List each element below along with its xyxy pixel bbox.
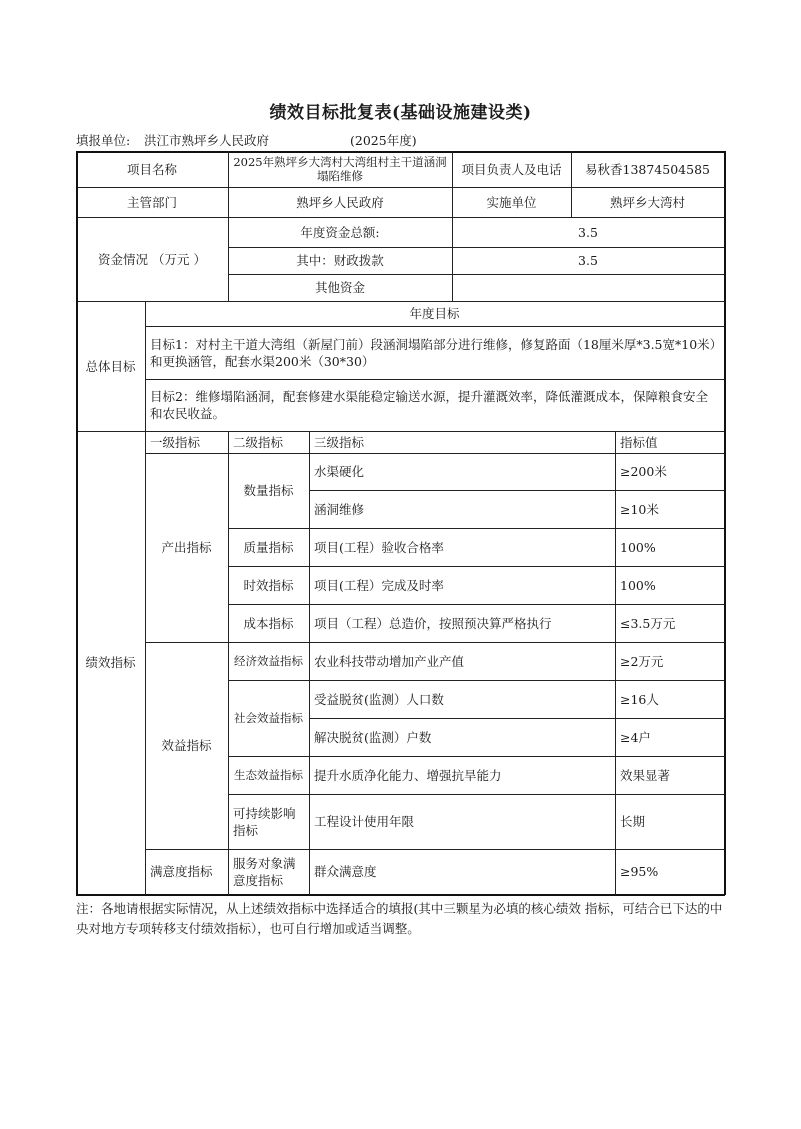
dept-label: 主管部门 <box>126 194 177 210</box>
satisfaction-indicator-label: 满意度指标 <box>150 864 213 879</box>
table-row-value: ≥2万元 <box>620 653 664 669</box>
overall-goal-label: 总体目标 <box>85 358 136 374</box>
funds-fiscal-label: 其中：财政拨款 <box>296 253 384 268</box>
table-row-name: 项目(工程）验收合格率 <box>314 539 444 555</box>
table-row-value: ≤3.5万元 <box>620 615 676 631</box>
table-row-name: 农业科技带动增加产业产值 <box>314 653 465 669</box>
econ-benefit-label: 经济效益指标 <box>234 654 303 668</box>
funds-total-value: 3.5 <box>578 224 598 240</box>
table-row-name: 提升水质净化能力、增强抗旱能力 <box>314 767 502 783</box>
header-level1: 一级指标 <box>150 434 201 450</box>
table-row-value: 效果显著 <box>620 767 671 783</box>
perf-indicator-label: 绩效指标 <box>85 655 136 670</box>
benefit-indicator-label: 效益指标 <box>161 738 212 753</box>
social-benefit-label: 社会效益指标 <box>234 711 303 725</box>
table-row-value: ≥16人 <box>620 691 659 707</box>
table-row-name: 工程设计使用年限 <box>314 814 415 829</box>
sustain-impact-label: 可持续影响指标 <box>233 805 296 838</box>
funds-fiscal-value: 3.5 <box>578 253 598 268</box>
table-row-name: 受益脱贫(监测）人口数 <box>314 691 444 707</box>
header-level2: 二级指标 <box>233 434 284 450</box>
report-year: (2025年度) <box>350 133 417 148</box>
footnote: 注：各地请根据实际情况，从上述绩效指标中选择适合的填报(其中三颗星为必填的核心绩效 指标，可结合已下达的中央对地方专项转移支付绩效指标），也可自行增加或适当调整。 <box>76 901 723 936</box>
table-row-value: 100% <box>620 577 656 593</box>
table-row-value: ≥200米 <box>620 464 667 479</box>
header-level3: 三级指标 <box>314 434 365 450</box>
funds-total-label: 年度资金总额: <box>300 224 380 240</box>
table-row-value: 100% <box>620 539 656 555</box>
funds-other-label: 其他资金 <box>314 280 365 295</box>
table-row-name: 解决脱贫(监测）户数 <box>314 729 432 745</box>
eco-benefit-label: 生态效益指标 <box>234 768 303 782</box>
project-name-label: 项目名称 <box>126 161 177 177</box>
goal-1: 目标1：对村主干道大湾组（新屋门前）段涵洞塌陷部分进行维修，修复路面（18厘米厚*3.5宽*10米）和更换涵管，配套水渠200米（30*30） <box>150 336 716 369</box>
impl-unit-label: 实施单位 <box>486 194 537 210</box>
fill-unit-label: 填报单位: <box>76 133 131 148</box>
impl-unit-value: 熟坪乡大湾村 <box>609 194 685 210</box>
quantity-indicator-label: 数量指标 <box>243 483 294 498</box>
project-name-value: 2025年熟坪乡大湾村大湾组村主干道涵洞塌陷维修 <box>233 155 447 183</box>
table-row-name: 项目（工程）总造价，按照预决算严格执行 <box>314 615 552 631</box>
table-row-value: ≥4户 <box>620 729 651 745</box>
page-title: 绩效目标批复表(基础设施建设类) <box>269 103 532 123</box>
table-row-name: 水渠硬化 <box>314 464 365 479</box>
table-row-value: ≥10米 <box>620 501 659 517</box>
table-row-value: 长期 <box>620 814 646 829</box>
project-leader-label: 项目负责人及电话 <box>461 161 562 177</box>
header-value: 指标值 <box>620 434 658 450</box>
table-row-name: 项目(工程）完成及时率 <box>314 577 444 593</box>
time-indicator-label: 时效指标 <box>243 577 294 593</box>
goal-2: 目标2：维修塌陷涵洞，配套修建水渠能稳定输送水源，提升灌溉效率，降低灌溉成本，保障粮食安全和农民收益。 <box>150 389 708 421</box>
quality-indicator-label: 质量指标 <box>243 539 294 555</box>
table-row-name: 涵洞维修 <box>314 501 365 517</box>
table-row-value: ≥95% <box>620 864 659 879</box>
cost-indicator-label: 成本指标 <box>243 615 294 631</box>
funds-label: 资金情况 （万元 ） <box>98 251 206 267</box>
fill-unit-value: 洪江市熟坪乡人民政府 <box>144 133 270 148</box>
funds-other-value <box>452 274 724 301</box>
project-leader-value: 易秋香13874504585 <box>585 161 710 177</box>
table-row-name: 群众满意度 <box>314 864 377 879</box>
output-indicator-label: 产出指标 <box>161 540 212 555</box>
annual-goal-header: 年度目标 <box>409 306 460 321</box>
service-satisfaction-label: 服务对象满意度指标 <box>233 855 296 888</box>
dept-value: 熟坪乡人民政府 <box>296 194 384 210</box>
